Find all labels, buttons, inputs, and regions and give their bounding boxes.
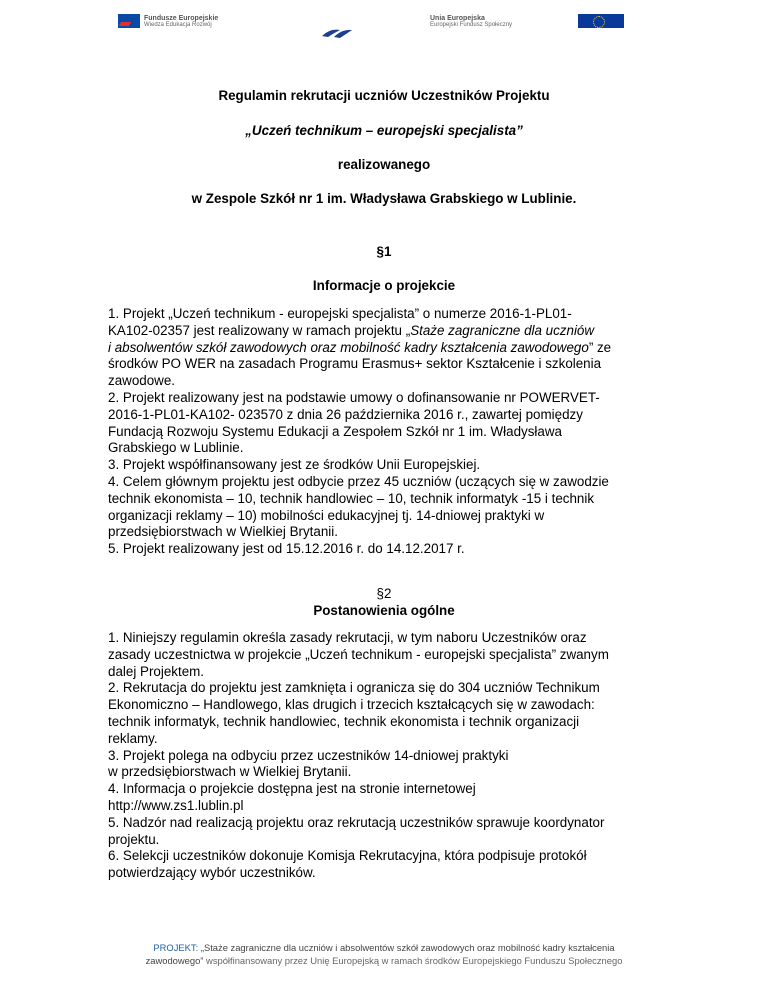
footer-project-title: „Staże zagraniczne dla uczniów i absolwentów szkół zawodowych oraz mobilność kadry kształcenia bbox=[200, 942, 615, 953]
doc-title-line4: w Zespole Szkół nr 1 im. Władysława Grabskiego w Lublinie. bbox=[191, 191, 577, 206]
page-footer bbox=[0, 941, 768, 967]
s2-p5-line2: projektu. bbox=[108, 831, 160, 847]
s2-p2-line2: Ekonomiczno – Handlowego, klas drugich i trzecich kształcących się w zawodach: bbox=[108, 697, 595, 713]
section2-heading: Postanowienia ogólne bbox=[313, 603, 455, 618]
doc-title-project-name: „Uczeń technikum – europejski specjalista” bbox=[245, 123, 523, 138]
unia-europejska-logo bbox=[426, 14, 624, 28]
s2-p5-line1: 5. Nadzór nad realizacją projektu oraz rekrutacją uczestników sprawuje koordynator bbox=[108, 814, 605, 830]
section1-number: §1 bbox=[376, 244, 392, 259]
s2-p1-line3: dalej Projektem. bbox=[108, 663, 205, 679]
doc-title-line3: realizowanego bbox=[337, 157, 431, 172]
s2-p1-line2: zasady uczestnictwa w projekcie „Uczeń technikum - europejski specjalista” zwanym bbox=[108, 646, 609, 662]
s1-p2-line2: 2016-1-PL01-KA102- 023570 z dnia 26 października 2016 r., zawartej pomiędzy bbox=[108, 406, 583, 422]
s1-p4-line2: technik ekonomista – 10, technik handlowiec – 10, technik informatyk -15 i technik bbox=[108, 490, 595, 506]
s1-p2-line4: Grabskiego w Lublinie. bbox=[108, 440, 244, 456]
s2-p3-line1: 3. Projekt polega na odbyciu przez uczestników 14-dniowej praktyki bbox=[108, 747, 509, 763]
section2-number: §2 bbox=[376, 586, 392, 601]
s1-p3: 3. Projekt współfinansowany jest ze środków Unii Europejskiej. bbox=[108, 457, 481, 473]
section1-body bbox=[108, 306, 668, 558]
s1-p1-line4: środków PO WER na zasadach Programu Erasmus+ sektor Kształcenie i szkolenia bbox=[108, 356, 602, 372]
s2-p2-line3: technik informatyk, technik handlowiec, technik ekonomista i technik organizacji bbox=[108, 713, 580, 729]
s2-p1-line1: 1. Niniejszy regulamin określa zasady rekrutacji, w tym naboru Uczestników oraz bbox=[108, 630, 587, 645]
fe-logo-sub: Wiedza Edukacja Rozwój bbox=[144, 21, 212, 28]
footer-label: PROJEKT: bbox=[153, 942, 199, 953]
ue-logo-name: Unia Europejska bbox=[430, 14, 485, 22]
section1-heading: Informacje o projekcie bbox=[312, 278, 456, 293]
s2-p6-line1: 6. Selekcji uczestników dokonuje Komisja Rekrutacyjna, która podpisuje protokół bbox=[108, 848, 587, 864]
doc-title-line1: Regulamin rekrutacji uczniów Uczestników Projektu bbox=[218, 88, 550, 103]
s2-p4-link[interactable]: http://www.zs1.lublin.pl bbox=[108, 797, 244, 813]
s1-p2-line1: 2. Projekt realizowany jest na podstawie umowy o dofinansowanie nr POWERVET- bbox=[108, 389, 600, 405]
s1-p2-line3: Fundacją Rozwoju Systemu Edukacji a Zespołem Szkół nr 1 im. Władysława bbox=[108, 423, 562, 439]
footer-cofinancing: współfinansowany przez Unię Europejską w ramach środków Europejskiego Funduszu Społecznego bbox=[203, 955, 623, 966]
s1-p1-line1: 1. Projekt „Uczeń technikum - europejski specjalista” o numerze 2016-1-PL01- bbox=[108, 306, 572, 321]
s1-p1-line5: zawodowe. bbox=[108, 373, 175, 389]
s2-p4-line1: 4. Informacja o projekcie dostępna jest na stronie internetowej bbox=[108, 781, 476, 797]
s1-p4-line4: przedsiębiorstwach w Wielkiej Brytanii. bbox=[108, 524, 338, 540]
s1-p5: 5. Projekt realizowany jest od 15.12.2016 r. do 14.12.2017 r. bbox=[108, 541, 465, 557]
fundusze-europejskie-logo bbox=[118, 14, 218, 28]
footer-project-title-end: zawodowego” bbox=[145, 955, 204, 966]
s2-p2-line1: 2. Rekrutacja do projektu jest zamknięta i ogranicza się do 304 uczniów Technikum bbox=[108, 680, 600, 696]
s2-p3-line2: w przedsiębiorstwach w Wielkiej Brytanii. bbox=[108, 764, 352, 780]
s1-p4-line1: 4. Celem głównym projektu jest odbycie przez 45 uczniów (uczących się w zawodzie bbox=[108, 473, 609, 489]
s2-p6-line2: potwierdzający wybór uczestników. bbox=[108, 865, 316, 881]
eu-flag-icon bbox=[578, 14, 624, 28]
s1-p1-line2: KA102-02357 jest realizowany w ramach projektu „Staże zagraniczne dla uczniów bbox=[108, 322, 595, 338]
fe-logo-name: Fundusze Europejskie bbox=[144, 14, 219, 22]
section2-body bbox=[108, 630, 668, 882]
ue-logo-sub: Europejski Fundusz Społeczny bbox=[430, 21, 513, 28]
header-logos bbox=[0, 0, 768, 50]
s1-p4-line3: organizacji reklamy – 10) mobilności edukacyjnej tj. 14-dniowej praktyki w bbox=[108, 507, 545, 523]
s2-p2-line4: reklamy. bbox=[108, 730, 158, 746]
fe-flag-icon bbox=[118, 14, 140, 28]
erasmus-logo-icon bbox=[320, 27, 354, 39]
s1-p1-line3: i absolwentów szkół zawodowych oraz mobilność kadry kształcenia zawodowego” ze bbox=[108, 339, 612, 355]
